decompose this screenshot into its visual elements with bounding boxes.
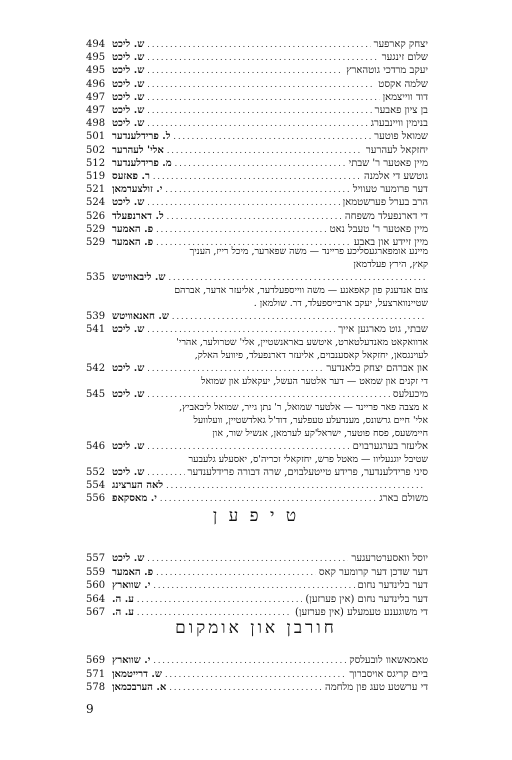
toc-page-number: 497	[86, 105, 106, 116]
toc-author: ש. ליכט	[112, 389, 145, 400]
toc-author: ש. ליכט	[112, 441, 145, 452]
toc-title: שמואל פוטער	[374, 131, 428, 143]
toc-title: סיני פרידלענדער, פרידע טייטעלבוים, שרה דבורה פרידלענדער	[187, 467, 428, 478]
toc-title: די משוגענע טעמעלע (אין פערזען)	[295, 607, 428, 618]
toc-page-number: 571	[86, 668, 106, 680]
toc-text-line: אדוואקאט מאנדעלטארט, איטשע באראנשטיין, אלי' שטרולער, אהרי'	[176, 337, 428, 348]
toc-entry	[86, 654, 428, 667]
leader-dots	[175, 157, 346, 170]
toc-text-line: א מצבה פאר פריינד — אלטער שמואל, ר' נתן גייר, שמואל ליבאביץ,	[179, 402, 428, 413]
toc-title: ביים קריגס אויסברוך	[349, 668, 428, 680]
toc-entry	[86, 479, 428, 492]
toc-author: ש. ליכט	[112, 105, 145, 116]
toc-author: אלי' לעהרער	[112, 144, 164, 156]
toc-page-number: 512	[86, 157, 106, 169]
toc-author: י. מאסקאפ	[112, 493, 157, 504]
toc-title: דער בלינדער נחום (אין פערזען)	[305, 593, 428, 605]
toc-page-number: 529	[86, 237, 106, 248]
toc-title: יצחק קארפער	[373, 39, 428, 50]
page-number: 9	[86, 702, 94, 716]
toc-entry	[86, 196, 428, 209]
toc-author: ש. ליכט	[112, 78, 145, 90]
toc-text-line: צום אנדענק פון קאפאנע — משה ווייספעלדער, אליעזר אדער, אברהם	[174, 285, 428, 296]
toc-title: די דארנפעלד משפחה	[344, 210, 428, 222]
toc-page-number: 519	[86, 171, 106, 182]
toc-page-number: 554	[86, 480, 106, 491]
toc-page-number: 578	[86, 682, 106, 693]
toc-author: מ. פרידלענדער	[112, 157, 172, 169]
leader-dots	[153, 654, 346, 667]
toc-entry	[86, 170, 428, 183]
toc-author: י. שווארץ	[112, 655, 151, 666]
toc-author: פ. האמער	[112, 566, 154, 578]
toc-title: די ערשטע טעג פון מלחמה	[324, 682, 428, 693]
toc-entry	[86, 271, 428, 284]
toc-author: ע. ה.	[112, 593, 134, 605]
toc-text-line: מיינע אומפארגעסליכע פריינד — משה שפארער, מיכל רייז, העניך	[189, 246, 428, 257]
toc-title: בנימין וויינבערג	[370, 118, 428, 130]
toc-entry	[86, 38, 428, 51]
toc-title: גוטשע די אלמנה	[363, 171, 428, 182]
toc-title: טאמאשאוו לובעלסק	[349, 655, 428, 666]
toc-title: שלום זינגער	[381, 52, 428, 64]
toc-title: משולם בארג	[379, 493, 428, 504]
leader-dots	[147, 117, 367, 130]
toc-page-number: 559	[86, 566, 106, 578]
toc-title: מיין פאטער ר' שבתי	[348, 157, 428, 169]
leader-dots	[147, 466, 184, 479]
toc-title: דער שדכן דער קרומער קאס	[318, 566, 428, 578]
toc-entry	[86, 183, 428, 196]
toc-page-number: 497	[86, 91, 106, 103]
toc-author: י. שווארץ	[112, 580, 151, 591]
toc-page-number: 498	[86, 118, 106, 130]
toc-author: א. הערבכמאן	[112, 682, 167, 693]
toc-text-line: קאץ, הירץ פעלדמאן	[353, 259, 428, 270]
leader-dots	[147, 323, 335, 336]
leader-dots	[165, 668, 346, 681]
toc-author: ש. ליכט	[112, 52, 145, 64]
leader-dots	[153, 170, 361, 183]
toc-entry	[86, 117, 428, 130]
toc-page-number: 535	[86, 272, 106, 283]
toc-entry	[86, 210, 428, 223]
toc-title: מיין זיידע און באבע	[353, 237, 428, 248]
leader-dots	[167, 210, 342, 223]
toc-title: דוד ווייצמאן	[382, 91, 428, 103]
leader-dots	[147, 104, 371, 117]
toc-title: בן ציון פאבער	[374, 105, 428, 116]
toc-page-number: 526	[86, 210, 106, 222]
toc-page-number: 541	[86, 324, 106, 335]
leader-dots	[147, 388, 390, 401]
toc-title: מיין פאטער ר' טעבל נאט	[329, 223, 428, 235]
toc-title: אליעזר בערגערבוים	[352, 441, 428, 452]
toc-author: ש. ליכט	[112, 363, 145, 374]
toc-title: דער פרומער טעוויל	[352, 184, 428, 196]
toc-entry	[86, 51, 428, 64]
toc-entry	[86, 681, 428, 694]
toc-page-number: 524	[86, 197, 106, 209]
toc-page-number: 494	[86, 39, 106, 50]
toc-entry	[86, 104, 428, 117]
toc-page-number: 521	[86, 184, 106, 196]
leader-dots	[167, 144, 363, 157]
toc-text-line: שטיינווארצעל, יעקב ארבייספעלד, דר. שולמאן .	[253, 298, 428, 309]
leader-dots	[147, 362, 323, 375]
toc-author: ש. ליכט	[112, 39, 145, 50]
toc-page-number: 546	[86, 441, 106, 452]
toc-page-number: 560	[86, 580, 106, 591]
toc-author: פ. האמער	[112, 237, 154, 248]
leader-dots	[147, 91, 379, 104]
toc-author: ש. חאנאוויטש	[112, 311, 169, 322]
toc-entry	[86, 310, 428, 323]
leader-dots	[173, 130, 371, 143]
toc-title: יוסל וואסערטרעגער	[351, 553, 428, 564]
leader-dots	[160, 492, 376, 505]
toc-page-number: 539	[86, 311, 106, 322]
toc-page-number: 495	[86, 65, 106, 77]
toc-page-number: 557	[86, 553, 106, 564]
toc-page-number: 567	[86, 607, 106, 618]
toc-author: י. זולצערמאן	[112, 184, 163, 196]
toc-entry	[86, 144, 428, 157]
toc-entry	[86, 552, 428, 565]
leader-dots	[166, 479, 425, 492]
leader-dots	[168, 271, 425, 284]
toc-entry	[86, 388, 428, 401]
leader-dots	[156, 223, 326, 236]
toc-page-number: 501	[86, 131, 106, 143]
section-heading: ט י פ ע ן	[212, 506, 300, 526]
toc-page-number: 502	[86, 144, 106, 156]
leader-dots	[137, 593, 303, 606]
toc-author: ש. ליכט	[112, 324, 145, 335]
toc-text-line: די זקנים און שמאט — דער אלטער העשל, יעקאלע און שמואל	[201, 376, 428, 387]
toc-entry	[86, 492, 428, 505]
toc-author: ש. דרייטמאן	[112, 668, 162, 680]
leader-dots	[156, 566, 316, 579]
toc-entry	[86, 593, 428, 606]
toc-author: ש. ליכט	[112, 467, 145, 478]
toc-author: לאה הערצינג	[112, 480, 164, 491]
toc-entry	[86, 130, 428, 143]
toc-title: דער בלינדער נחום	[357, 580, 428, 591]
toc-entry	[86, 566, 428, 579]
toc-entry	[86, 466, 428, 479]
toc-page-number: 569	[86, 655, 106, 666]
toc-author: ר. פאזעס	[112, 171, 150, 182]
toc-text-line: חיימשעס, פסח פוטער, ישראל'קע לערמאן, אנשיל שור, און	[212, 428, 428, 439]
toc-page-number: 529	[86, 223, 106, 235]
toc-page-number: 496	[86, 78, 106, 90]
toc-title: שבתי, גוט מארגען אייך	[338, 324, 428, 335]
toc-page-number: 545	[86, 389, 106, 400]
toc-author: ש. ליכט	[112, 553, 145, 564]
toc-entry	[86, 223, 428, 236]
section-heading: חורבן און אומקום	[175, 618, 337, 638]
toc-entry	[86, 91, 428, 104]
toc-page-number: 556	[86, 493, 106, 504]
toc-author: ש. ליבאוויטש	[112, 272, 166, 283]
leader-dots	[172, 310, 425, 323]
toc-page-number: 552	[86, 467, 106, 478]
toc-entry	[86, 323, 428, 336]
toc-entry	[86, 362, 428, 375]
toc-author: ש. ליכט	[112, 118, 145, 130]
toc-title: הרב בערל פערשטמאן	[342, 197, 428, 209]
leader-dots	[147, 38, 370, 51]
toc-page-number: 564	[86, 593, 106, 605]
leader-dots	[165, 183, 350, 196]
toc-title: יעקב מרדכי גוטהארץ	[346, 65, 428, 77]
toc-author: ל. דארנפעלד	[112, 210, 164, 222]
toc-title: מיכעלעס	[392, 389, 428, 400]
toc-author: ש. ליכט	[112, 197, 145, 209]
toc-title: שלמה אקסט	[378, 78, 428, 90]
toc-author: פ. האמער	[112, 223, 154, 235]
toc-entry	[86, 440, 428, 453]
toc-entry	[86, 64, 428, 77]
leader-dots	[147, 196, 339, 209]
toc-title: יחזקאל לעהרער	[365, 144, 428, 156]
leader-dots	[169, 681, 322, 694]
leader-dots	[147, 440, 349, 453]
toc-page-number: 495	[86, 52, 106, 64]
toc-author: ש. ליכט	[112, 91, 145, 103]
leader-dots	[147, 51, 378, 64]
leader-dots	[147, 64, 343, 77]
toc-text-line: שטיבל יוגנעליוו — מאטל פרש, יחזקאלי זכריה'ס, יאסעלע גלעבער	[188, 454, 428, 465]
toc-title: און אברהם יצחק בלאנדער	[326, 363, 428, 374]
toc-text-line: אלי' חיים גרשונס, מענדעלע טעפלער, דוד'ל גאלדשטיין, וועלוועל	[193, 415, 428, 426]
leader-dots	[147, 552, 348, 565]
toc-entry	[86, 579, 428, 592]
leader-dots	[147, 78, 375, 91]
toc-author: ל. פרידלענדער	[112, 131, 171, 143]
toc-author: ש. ליכט	[112, 65, 145, 77]
toc-entry	[86, 157, 428, 170]
toc-author: ע. ה.	[112, 607, 134, 618]
leader-dots	[153, 579, 354, 592]
toc-entry	[86, 668, 428, 681]
toc-entry	[86, 78, 428, 91]
toc-page-number: 542	[86, 363, 106, 374]
toc-text-line: לעוינגסאן, יחזקאל קאסענבוים, אליעזר דארנפעלד, פיוועל האלק,	[194, 350, 428, 361]
